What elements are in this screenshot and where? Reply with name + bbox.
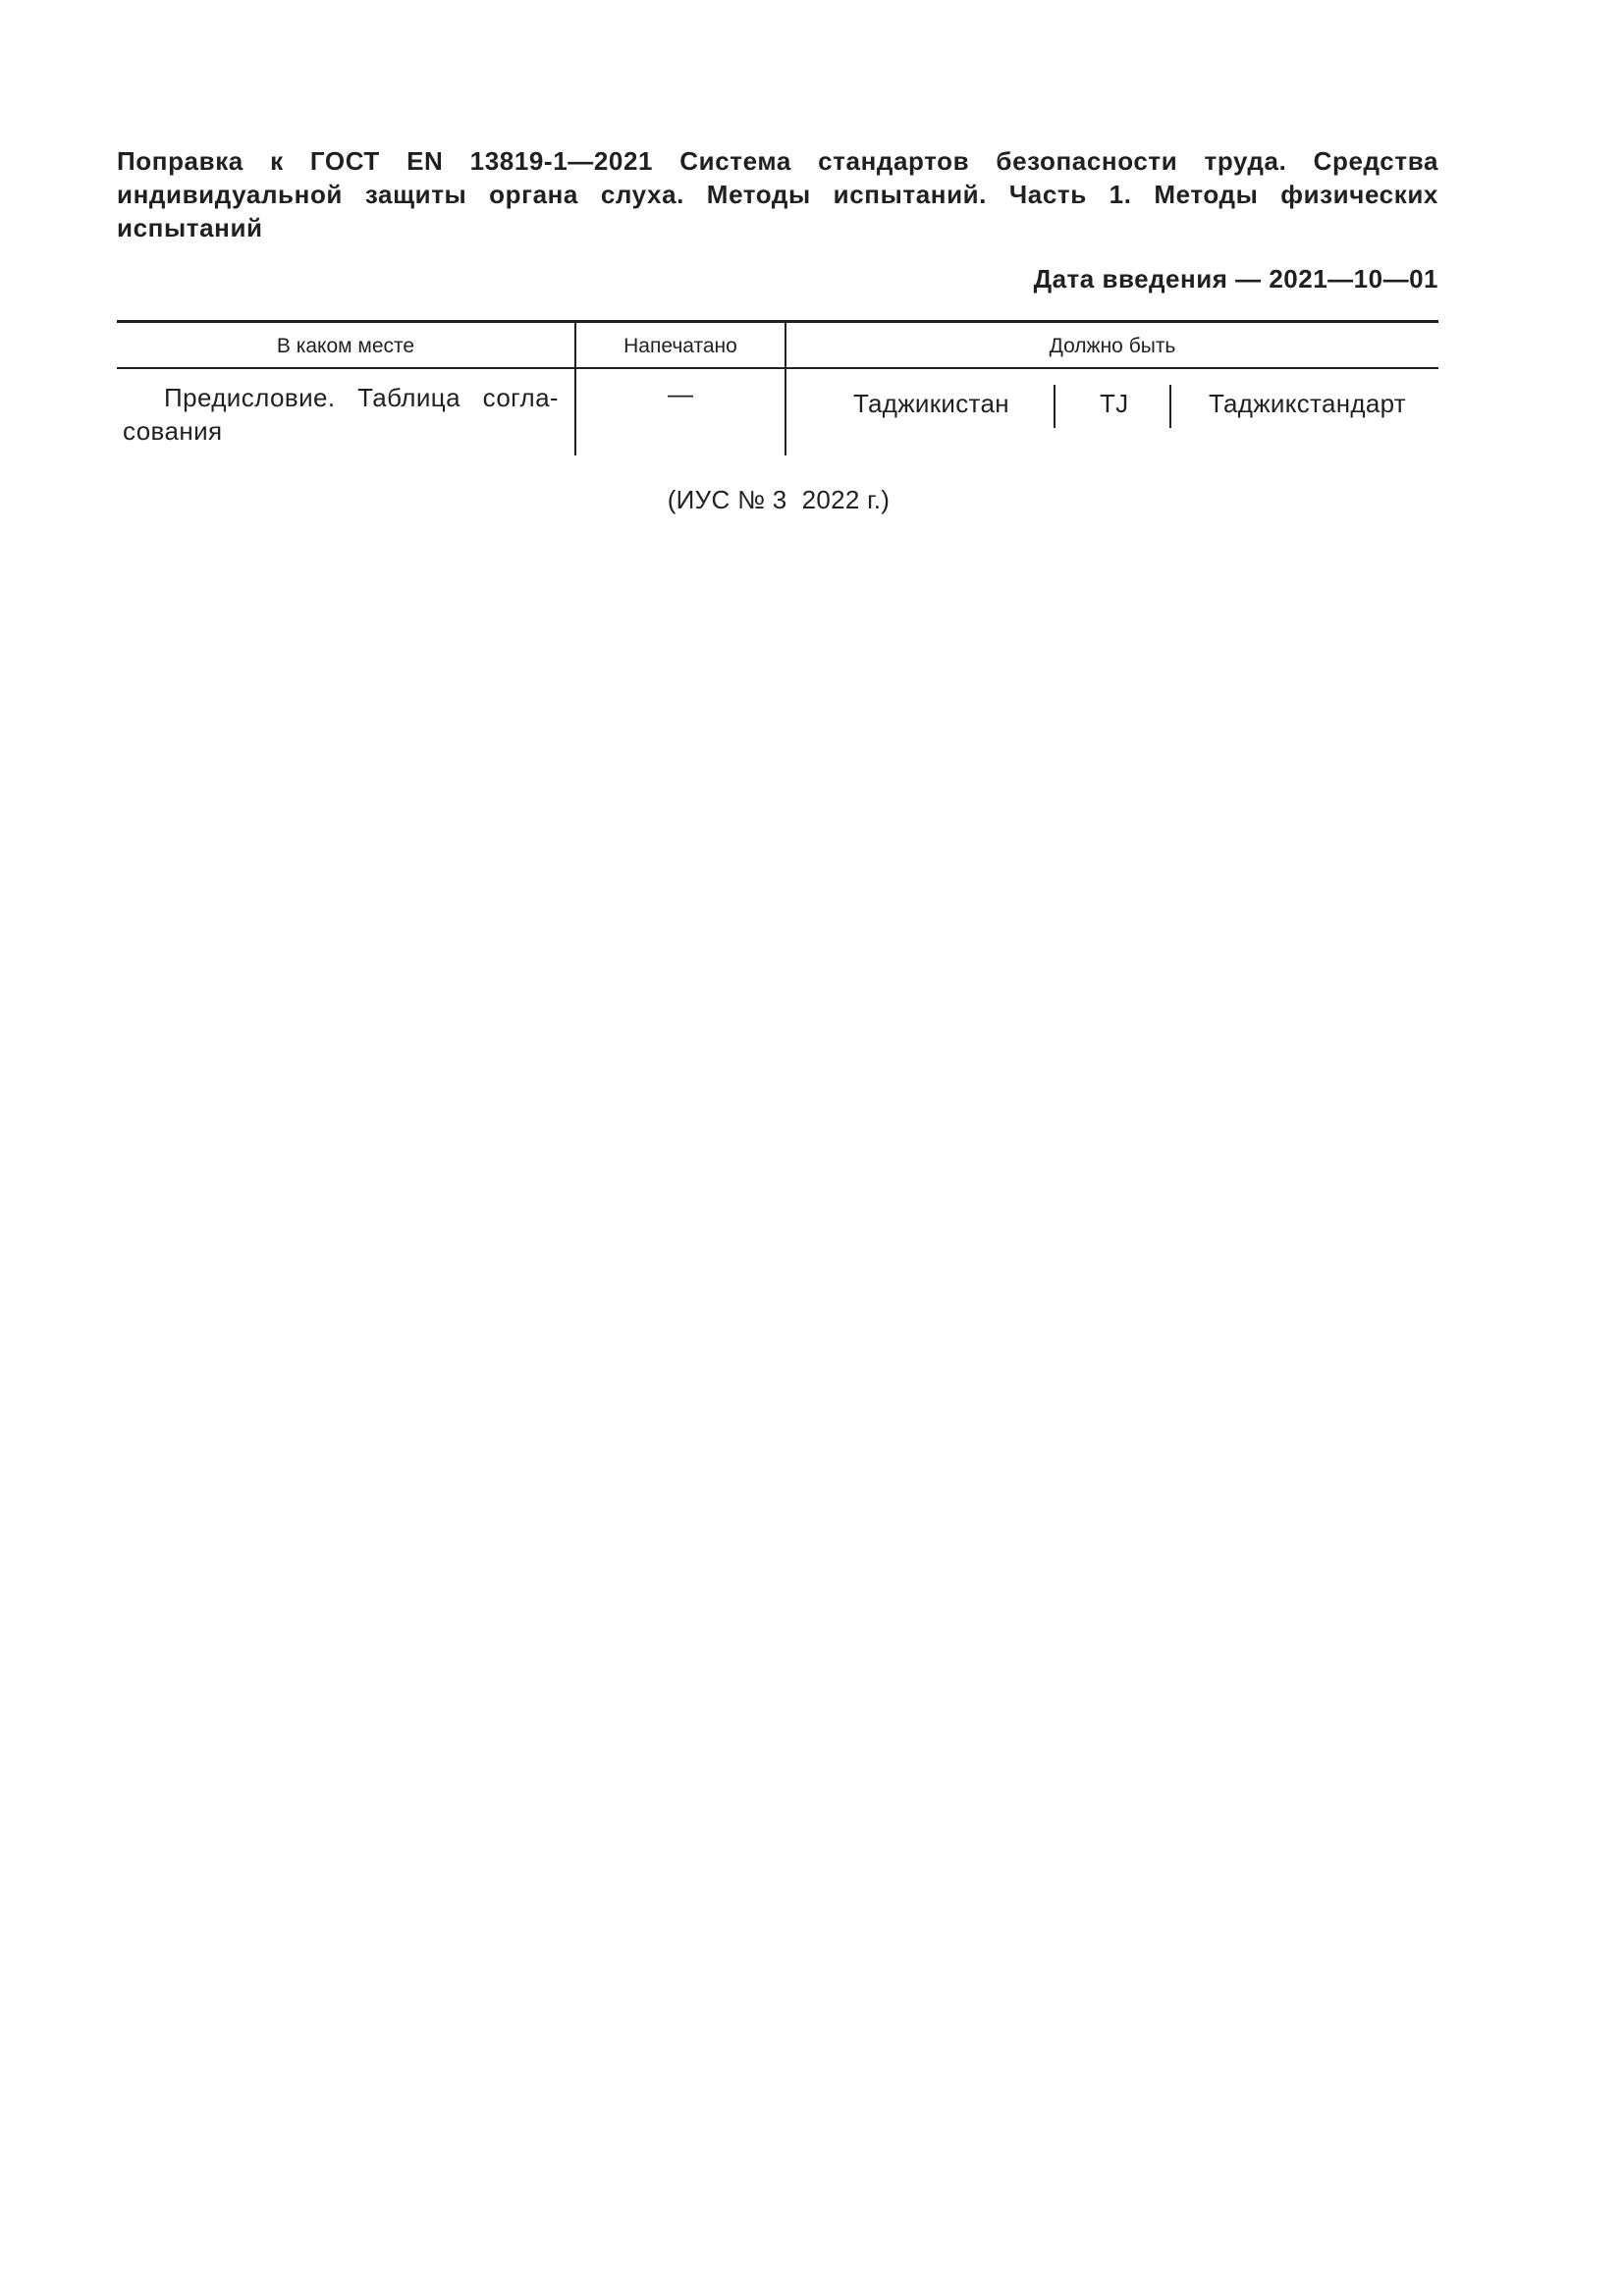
header-should-be: Должно быть [1049,335,1176,357]
cell-place-line2: сования [123,416,223,446]
cell-sub-divider [1054,385,1056,428]
cell-printed: — [668,379,693,408]
table-header-rule [117,367,1438,369]
header-printed: Напечатано [623,335,737,357]
amendment-table [117,320,1438,455]
cell-place [123,381,559,448]
cell-sub-divider [1169,385,1171,428]
cell-place-line1: Предисловие. Таблица согла- [164,383,559,412]
introduction-date: Дата введения — 2021—10—01 [1033,264,1438,294]
table-top-rule [117,320,1438,323]
amendment-title: Поправка к ГОСТ EN 13819-1—2021 Система стандартов безопасности труда. Средства индивидуальной защиты органа слуха. Методы испытаний. Часть 1. Методы физических испытаний [117,146,1438,242]
cell-standards-body: Таджикстандарт [1209,389,1406,418]
header-place: В каком месте [276,335,415,357]
cell-country-code: TJ [1100,389,1129,418]
cell-country: Таджикистан [853,389,1009,418]
ius-reference: (ИУС № 3 2022 г.) [667,485,891,514]
